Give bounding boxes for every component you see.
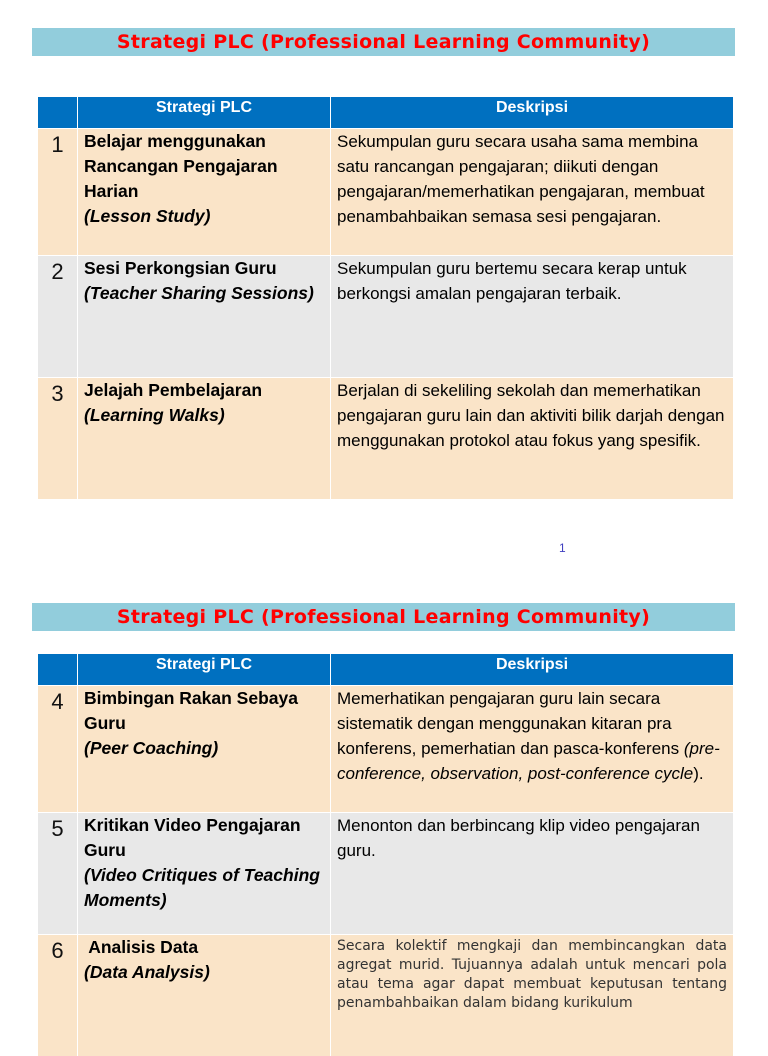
strategy-cell: Kritikan Video Pengajaran Guru (Video Critiques of Teaching Moments) xyxy=(78,813,331,934)
row-number: 2 xyxy=(38,256,78,377)
slide1-title: Strategi PLC (Professional Learning Community) xyxy=(32,28,735,56)
table-header xyxy=(38,97,734,128)
strategy-cell: Analisis Data (Data Analysis) xyxy=(78,935,331,1056)
table-header xyxy=(38,654,734,685)
header-strategy: Strategi PLC xyxy=(78,97,331,128)
table-row xyxy=(38,934,734,1056)
row-number: 4 xyxy=(38,686,78,812)
table-row xyxy=(38,377,734,499)
header-description: Deskripsi xyxy=(331,654,734,685)
strategy-cell: Bimbingan Rakan Sebaya Guru (Peer Coaching) xyxy=(78,686,331,812)
slide2-table xyxy=(38,654,734,1056)
row-number: 3 xyxy=(38,378,78,499)
row-number: 1 xyxy=(38,129,78,255)
table-row xyxy=(38,128,734,255)
description-cell: Secara kolektif mengkaji dan membincangkan data agregat murid. Tujuannya adalah untuk mencari pola atau tema agar dapat membuat keputusan tentang penambahbaikan dalam bidang kurikulum xyxy=(331,935,734,1056)
description-cell: Berjalan di sekeliling sekolah dan memerhatikan pengajaran guru lain dan aktiviti bilik darjah dengan menggunakan protokol atau fokus yang spesifik. xyxy=(331,378,734,499)
description-cell: Menonton dan berbincang klip video pengajaran guru. xyxy=(331,813,734,934)
page-number: 1 xyxy=(559,541,566,555)
slide1-table xyxy=(38,97,734,499)
table-row xyxy=(38,255,734,377)
table-row xyxy=(38,812,734,934)
table-row xyxy=(38,685,734,812)
row-number: 6 xyxy=(38,935,78,1056)
description-cell: Sekumpulan guru bertemu secara kerap untuk berkongsi amalan pengajaran terbaik. xyxy=(331,256,734,377)
strategy-cell: Sesi Perkongsian Guru (Teacher Sharing Sessions) xyxy=(78,256,331,377)
row-number: 5 xyxy=(38,813,78,934)
slide2-title: Strategi PLC (Professional Learning Community) xyxy=(32,603,735,631)
header-strategy: Strategi PLC xyxy=(78,654,331,685)
strategy-cell: Jelajah Pembelajaran (Learning Walks) xyxy=(78,378,331,499)
description-cell: Memerhatikan pengajaran guru lain secara sistematik dengan menggunakan kitaran pra konferens, pemerhatian dan pasca-konferens (pre-conference, observation, post-conference cycle). xyxy=(331,686,734,812)
header-description: Deskripsi xyxy=(331,97,734,128)
description-cell: Sekumpulan guru secara usaha sama membina satu rancangan pengajaran; diikuti dengan pengajaran/memerhatikan pengajaran, membuat penambahbaikan semasa sesi pengajaran. xyxy=(331,129,734,255)
strategy-cell: Belajar menggunakan Rancangan Pengajaran Harian (Lesson Study) xyxy=(78,129,331,255)
